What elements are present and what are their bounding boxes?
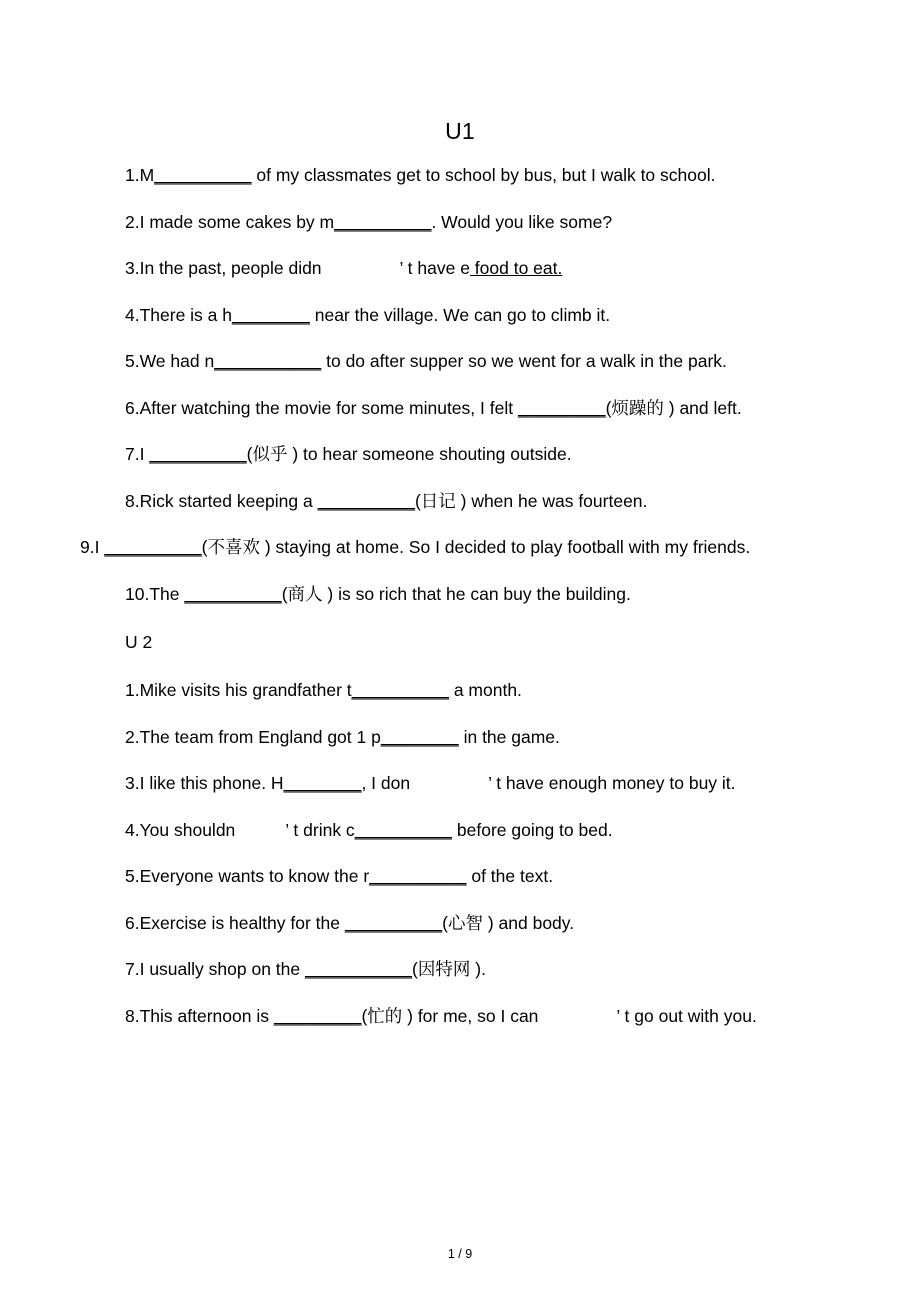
- answer-blank: __________: [104, 537, 202, 557]
- question-text: 3.In the past, people didn: [125, 258, 322, 278]
- question-text-tail: . Would you like some?: [431, 211, 613, 232]
- question-item: [80, 211, 860, 232]
- question-item: [80, 583, 860, 604]
- apostrophe: ’: [616, 1005, 620, 1026]
- question-text-tail: (烦躁的 ) and left.: [605, 397, 742, 418]
- question-text: 1.M: [125, 165, 155, 185]
- question-item: [80, 397, 860, 418]
- answer-blank: __________: [369, 866, 467, 886]
- question-text-tail: a month.: [448, 680, 522, 700]
- question-text-tail: (心智 ) and body.: [442, 912, 575, 933]
- question-text: 5.We had n: [125, 351, 215, 371]
- question-item: [80, 446, 860, 464]
- section-heading-u2: U 2: [125, 632, 153, 652]
- question-item: [80, 304, 860, 325]
- question-item: [80, 682, 860, 700]
- question-item: [80, 260, 860, 278]
- answer-blank: ___________: [214, 351, 322, 371]
- answer-blank: __________: [149, 444, 247, 464]
- question-item: [80, 868, 860, 886]
- question-text-mid: t drink c: [288, 819, 355, 840]
- answer-blank: __________: [334, 211, 432, 232]
- question-item: [80, 775, 860, 793]
- question-text-tail: in the game.: [458, 726, 560, 747]
- question-text-tail: (日记 ) when he was fourteen.: [414, 490, 648, 511]
- answer-blank: __________: [344, 912, 443, 933]
- question-item: [80, 490, 860, 511]
- question-text: 2.I made some cakes by m: [125, 211, 335, 232]
- answer-blank: _________: [517, 397, 606, 418]
- question-text-tail: t go out with you.: [619, 1005, 757, 1026]
- question-item: [80, 726, 860, 747]
- question-item: [80, 961, 860, 979]
- question-text: 6.After watching the movie for some minutes, I felt: [125, 397, 518, 418]
- answer-blank: __________: [317, 490, 415, 511]
- question-text: 6.Exercise is healthy for the: [125, 912, 345, 933]
- question-text-tail: (似乎 ) to hear someone shouting outside.: [246, 444, 572, 464]
- answer-blank: __________: [351, 680, 449, 700]
- question-text-tail: near the village. We can go to climb it.: [309, 304, 611, 325]
- question-item: [80, 819, 860, 840]
- question-text-tail: of the text.: [466, 866, 554, 886]
- answer-blank: ________: [283, 773, 362, 793]
- question-text-mid: (忙的 ) for me, so I can: [361, 1005, 539, 1026]
- question-text: 10.The: [125, 583, 185, 604]
- question-text: 7.I usually shop on the: [125, 959, 305, 979]
- question-text-tail: (因特网 ).: [412, 959, 486, 979]
- question-text-tail: of my classmates get to school by bus, but I walk to school.: [251, 165, 716, 185]
- question-text-tail: before going to bed.: [452, 819, 613, 840]
- question-text: 1.Mike visits his grandfather t: [125, 680, 352, 700]
- apostrophe: ’: [488, 773, 492, 793]
- underlined-phrase: food to eat.: [469, 258, 563, 278]
- question-text-tail: to do after supper so we went for a walk in the park.: [321, 351, 727, 371]
- question-text: 2.The team from England got 1 p: [125, 726, 381, 747]
- question-text-tail: t have enough money to buy it.: [491, 773, 736, 793]
- question-text: 9.I: [80, 537, 105, 557]
- answer-blank: _________: [273, 1005, 362, 1026]
- answer-blank: __________: [354, 819, 453, 840]
- question-text: 3.I like this phone. H: [125, 773, 284, 793]
- question-item: [80, 353, 860, 371]
- question-text: 7.I: [125, 444, 150, 464]
- page-title: U1: [445, 118, 475, 144]
- page-footer: 1 / 9: [447, 1247, 473, 1261]
- question-item: [80, 912, 860, 933]
- question-item: [80, 1005, 860, 1026]
- question-text: 4.There is a h: [125, 304, 232, 325]
- question-text: 4.You shouldn: [125, 819, 236, 840]
- answer-blank: ________: [380, 726, 459, 747]
- question-text-tail: (商人 ) is so rich that he can buy the building.: [281, 583, 631, 604]
- answer-blank: __________: [154, 165, 252, 185]
- answer-blank: ________: [232, 304, 310, 325]
- document-body: [0, 145, 920, 1025]
- question-text-mid: , I don: [361, 773, 411, 793]
- question-text-tail: (不喜欢 ) staying at home. So I decided to play football with my friends.: [201, 537, 751, 557]
- answer-blank: __________: [184, 583, 282, 604]
- question-item: [80, 167, 860, 185]
- question-text: 8.This afternoon is: [125, 1005, 274, 1026]
- question-text: 5.Everyone wants to know the r: [125, 866, 370, 886]
- question-text: 8.Rick started keeping a: [125, 490, 318, 511]
- question-item: [80, 539, 860, 557]
- apostrophe: ’: [285, 819, 289, 840]
- question-text-mid: t have e: [402, 258, 470, 278]
- apostrophe: ’: [399, 258, 403, 278]
- answer-blank: ___________: [304, 959, 413, 979]
